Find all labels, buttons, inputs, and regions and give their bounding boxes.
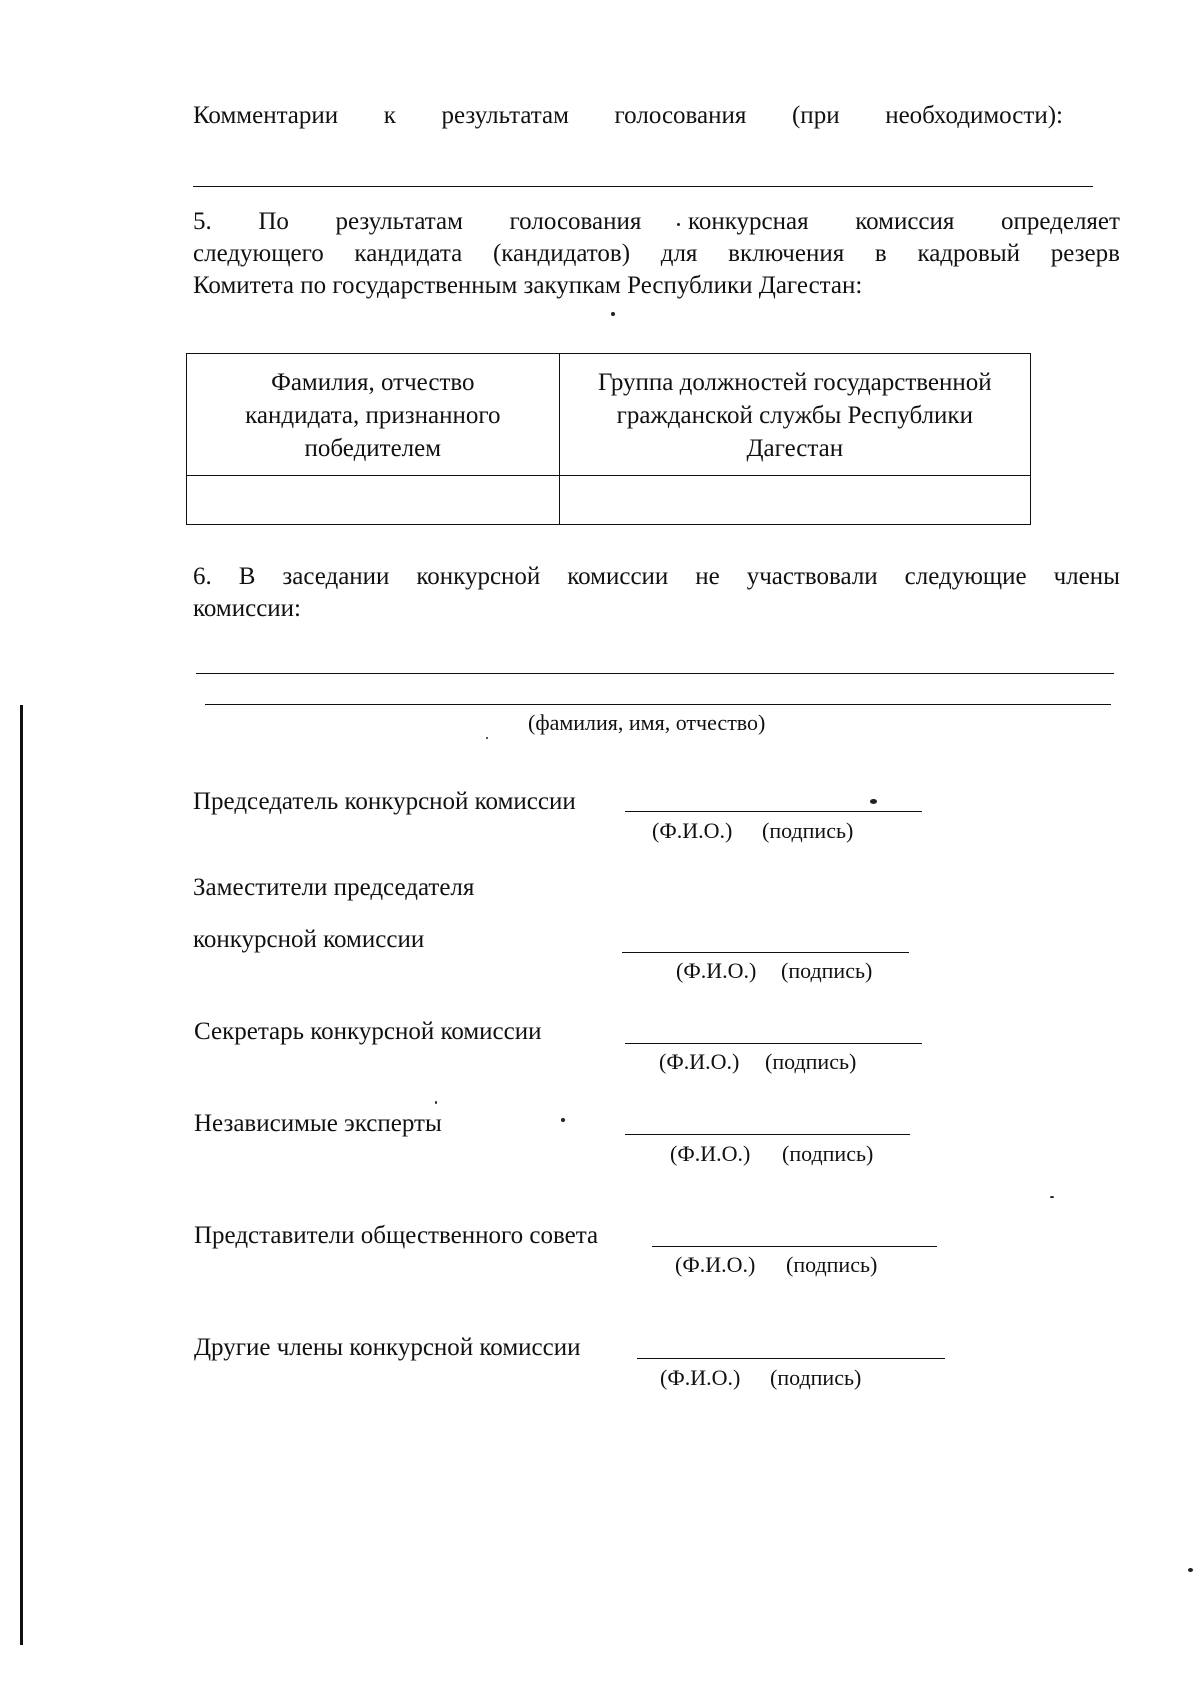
- scan-speck: [561, 1118, 565, 1122]
- section5-line1-word: конкурсная: [687, 208, 809, 235]
- section5-line2-word: следующего: [193, 240, 324, 267]
- chairman-sign-caption: (подпись): [762, 818, 854, 843]
- deputies-fio-caption: (Ф.И.О.): [676, 958, 757, 983]
- section5-line1-word: По: [258, 208, 289, 235]
- public-council-fio-caption: (Ф.И.О.): [675, 1252, 756, 1277]
- deputies-label-line1: Заместители председателя: [193, 874, 475, 901]
- section6-line2: комиссии:: [193, 595, 301, 622]
- section5-line2-word: резерв: [1050, 240, 1120, 267]
- deputies-signature-line: [622, 952, 909, 953]
- section6-line1-word: заседании: [282, 563, 390, 590]
- deputies-sign-caption: (подпись): [781, 958, 873, 983]
- table-row: [187, 476, 1031, 525]
- deputies-label-line2: конкурсной комиссии: [193, 926, 425, 953]
- comments-word: (при: [791, 102, 840, 129]
- section6-line1-word: комиссии: [567, 563, 669, 590]
- table-cell: [559, 476, 1030, 525]
- section6-line1-word: не: [695, 563, 720, 590]
- section6-line1-word: следующие: [904, 563, 1027, 590]
- experts-signature-line: [625, 1134, 910, 1135]
- other-members-fio-caption: (Ф.И.О.): [660, 1365, 741, 1390]
- scan-speck: [486, 737, 488, 739]
- comments-blank-line: [193, 186, 1093, 187]
- section6-line1-word: участвовали: [746, 563, 878, 590]
- scan-speck: [1050, 1196, 1054, 1198]
- chairman-fio-caption: (Ф.И.О.): [652, 818, 733, 843]
- header-candidate-name: Фамилия, отчество кандидата, признанного победителем: [187, 354, 560, 476]
- section5-line2-word: в: [874, 240, 887, 267]
- experts-label: Независимые эксперты: [194, 1110, 442, 1137]
- table-header-row: [187, 354, 1031, 476]
- comments-word: к: [383, 102, 396, 129]
- section5-line1: [193, 206, 1120, 238]
- candidate-table: [186, 353, 1031, 525]
- section5-line1-word: 5.: [193, 208, 212, 235]
- public-council-label: Представители общественного совета: [194, 1222, 599, 1249]
- scan-speck: [435, 1101, 437, 1104]
- section5-line1-word: голосования: [509, 208, 642, 235]
- section6-line1-word: члены: [1053, 563, 1120, 590]
- comments-word: результатам: [441, 102, 569, 129]
- scan-speck: [1188, 1568, 1193, 1572]
- absent-members-line: [196, 673, 1114, 674]
- secretary-label: Секретарь конкурсной комиссии: [194, 1018, 542, 1045]
- chairman-signature-line: [625, 811, 922, 812]
- comments-label: [193, 100, 1063, 132]
- other-members-sign-caption: (подпись): [770, 1365, 862, 1390]
- section6-line1-word: 6.: [193, 563, 212, 590]
- public-council-sign-caption: (подпись): [786, 1252, 878, 1277]
- header-position-group: Группа должностей государственной гражданской службы Республики Дагестан: [559, 354, 1030, 476]
- section5-line1-word: комиссия: [855, 208, 955, 235]
- scan-speck: [677, 223, 680, 226]
- secretary-signature-line: [625, 1043, 922, 1044]
- full-name-caption: (фамилия, имя, отчество): [528, 710, 766, 735]
- experts-sign-caption: (подпись): [782, 1141, 874, 1166]
- other-members-signature-line: [637, 1358, 945, 1359]
- scan-speck: [870, 799, 877, 804]
- section6-line1: [193, 561, 1120, 593]
- other-members-label: Другие члены конкурсной комиссии: [194, 1334, 581, 1361]
- comments-word: Комментарии: [193, 102, 339, 129]
- section6-line1-word: конкурсной: [416, 563, 541, 590]
- section5-line3: Комитета по государственным закупкам Республики Дагестан:: [193, 272, 863, 299]
- section5-line1-word: определяет: [1001, 208, 1120, 235]
- comments-word: голосования: [614, 102, 747, 129]
- absent-members-line: [205, 704, 1111, 705]
- section5-line2-word: (кандидатов): [492, 240, 631, 267]
- scan-speck: [611, 312, 615, 316]
- experts-fio-caption: (Ф.И.О.): [670, 1141, 751, 1166]
- section5-line1-word: результатам: [335, 208, 463, 235]
- public-council-signature-line: [652, 1246, 937, 1247]
- scan-margin-line: [20, 705, 23, 1645]
- secretary-sign-caption: (подпись): [765, 1049, 857, 1074]
- section5-line2-word: кадровый: [917, 240, 1021, 267]
- comments-word: необходимости):: [885, 102, 1063, 129]
- section5-line2-word: для: [660, 240, 698, 267]
- section5-line2-word: включения: [728, 240, 845, 267]
- table-cell: [187, 476, 560, 525]
- section5-line2: [193, 238, 1120, 270]
- section6-line1-word: В: [238, 563, 256, 590]
- chairman-label: Председатель конкурсной комиссии: [193, 788, 576, 815]
- section5-line2-word: кандидата: [354, 240, 463, 267]
- secretary-fio-caption: (Ф.И.О.): [659, 1049, 740, 1074]
